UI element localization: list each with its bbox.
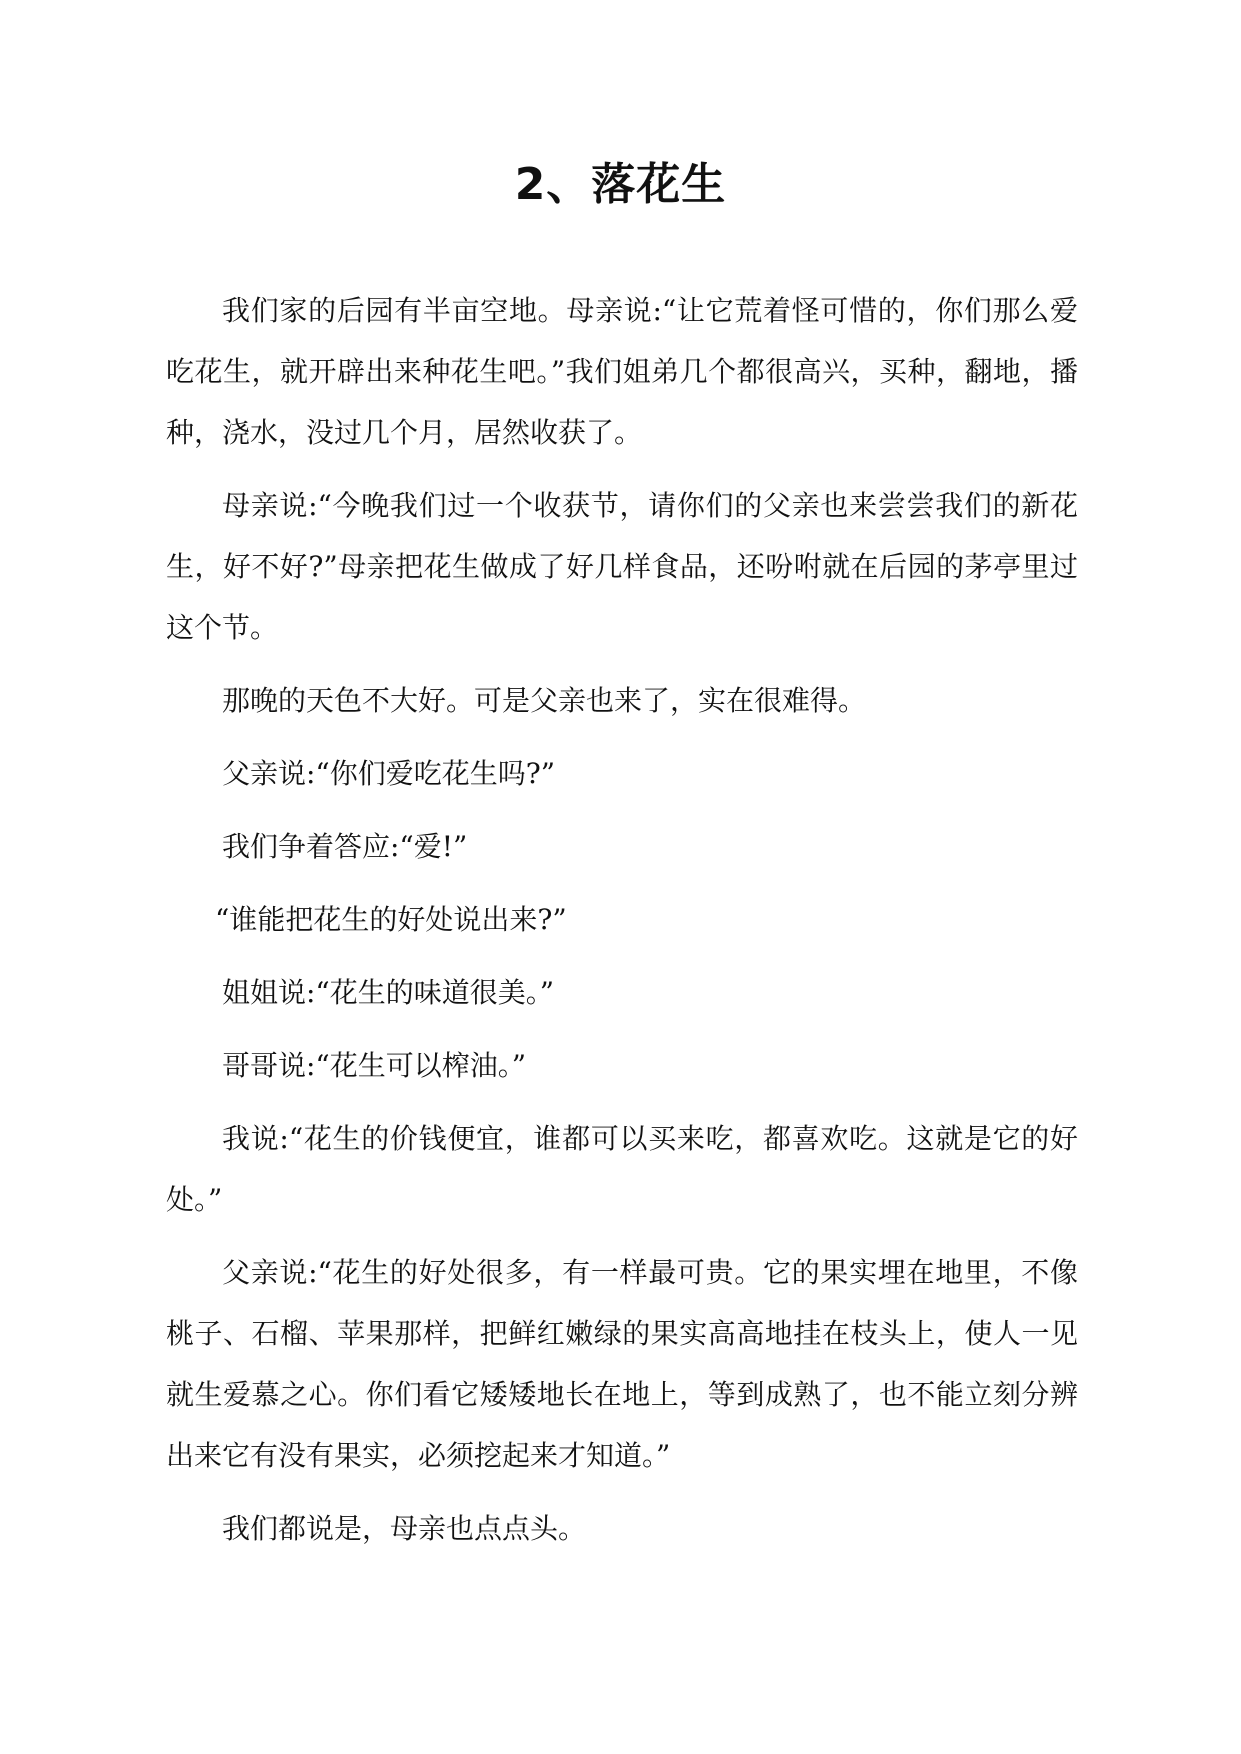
paragraph: 哥哥说:“花生可以榨油。” bbox=[222, 1049, 527, 1082]
paragraph: 姐姐说:“花生的味道很美。” bbox=[222, 976, 555, 1009]
paragraph: 父亲说:“花生的好处很多，有一样最可贵。它的果实埋在地里，不像桃子、石榴、苹果那样，把鲜红嫩绿的果实高高地挂在枝头上，使人一见就生爱慕之心。你们看它矮矮地长在地上，等到成熟了，也不能立刻分辨出来它有没有果实，必须挖起来才知道。” bbox=[166, 1256, 1078, 1472]
paragraph: “谁能把花生的好处说出来?” bbox=[215, 903, 567, 936]
paragraph: 我们家的后园有半亩空地。母亲说:“让它荒着怪可惜的，你们那么爱吃花生，就开辟出来种花生吧。”我们姐弟几个都很高兴，买种，翻地，播种，浇水，没过几个月，居然收获了。 bbox=[166, 294, 1078, 449]
paragraph: 母亲说:“今晚我们过一个收获节，请你们的父亲也来尝尝我们的新花生，好不好?”母亲把花生做成了好几样食品，还吩咐就在后园的茅亭里过这个节。 bbox=[166, 489, 1078, 644]
paragraph: 我说:“花生的价钱便宜，谁都可以买来吃，都喜欢吃。这就是它的好处。” bbox=[166, 1122, 1078, 1216]
page-title: 2、落花生 bbox=[514, 159, 727, 210]
document-body bbox=[166, 280, 1078, 1571]
paragraph: 父亲说:“你们爱吃花生吗?” bbox=[222, 757, 556, 790]
paragraph: 我们争着答应:“爱!” bbox=[222, 830, 468, 863]
paragraph: 那晚的天色不大好。可是父亲也来了，实在很难得。 bbox=[222, 684, 867, 717]
paragraph: 我们都说是，母亲也点点头。 bbox=[222, 1512, 587, 1545]
